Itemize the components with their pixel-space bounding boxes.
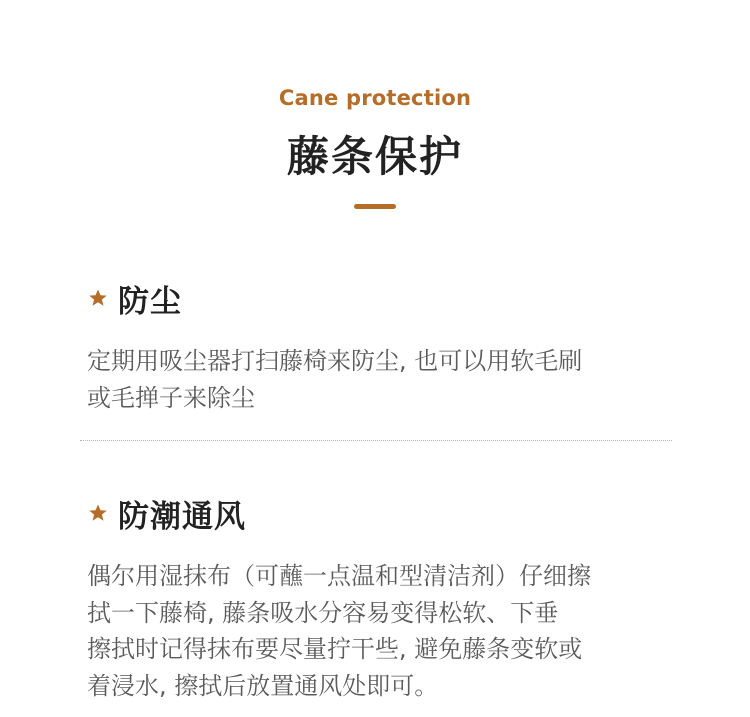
body-line: 定期用吸尘器打扫藤椅来防尘, 也可以用软毛刷 xyxy=(87,347,583,375)
star-icon xyxy=(88,503,108,523)
page-title: 藤条保护 xyxy=(286,132,463,181)
body-line: 或毛掸子来除尘 xyxy=(87,383,255,412)
section-body-moisture xyxy=(87,558,667,704)
body-line: 偶尔用湿抹布（可蘸一点温和型清洁剂）仔细擦 xyxy=(87,562,591,590)
body-line: 拭一下藤椅, 藤条吸水分容易变得松软、下垂 xyxy=(87,598,559,627)
section-heading-dust xyxy=(88,278,182,318)
body-line: 着浸水, 擦拭后放置通风处即可。 xyxy=(87,671,439,700)
section-body-dust xyxy=(87,343,667,416)
section-divider xyxy=(80,440,672,441)
star-icon xyxy=(88,288,108,308)
body-line: 擦拭时记得抹布要尽量拧干些, 避免藤条变软或 xyxy=(87,635,583,663)
section-heading-text: 防潮通风 xyxy=(118,498,246,535)
title-underline xyxy=(354,204,396,209)
section-heading-text: 防尘 xyxy=(118,283,182,320)
section-heading-moisture xyxy=(88,493,246,533)
section-subtitle: Cane protection xyxy=(278,86,472,110)
